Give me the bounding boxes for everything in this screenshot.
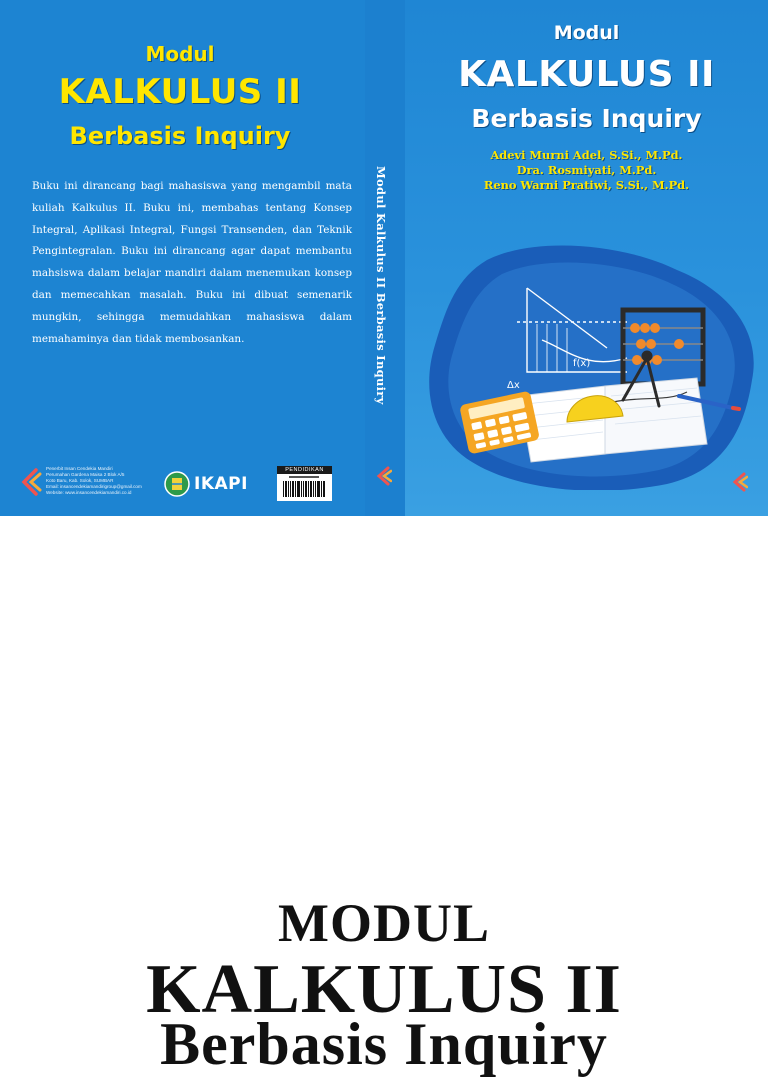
math-illustration [427, 240, 757, 490]
author-name: Adevi Murni Adel, S.Si., M.Pd. [490, 148, 683, 162]
back-title-main: KALKULUS II [58, 72, 302, 112]
author-name: Reno Warni Pratiwi, S.Si., M.Pd. [483, 178, 690, 192]
front-title-main: KALKULUS II [458, 54, 715, 95]
publisher-line: Penerbit Insan Cendekia Mandiri [46, 466, 113, 471]
back-title-small: Modul [145, 42, 215, 66]
front-cover [405, 0, 768, 516]
publisher-line: Website: www.insancendekiamandiri.co.id [46, 489, 132, 495]
spine-publisher-logo-icon [376, 466, 392, 486]
spine-title: Modul Kalkulus II Berbasis Inquiry [374, 166, 388, 405]
front-title-sub: Berbasis Inquiry [471, 104, 702, 133]
publisher-line: Email: insancendekiamandirigroup@gmail.com [46, 483, 142, 489]
front-title-small: Modul [553, 22, 620, 44]
ikapi-logo [164, 470, 260, 498]
title-page-line-kalkulus: KALKULUS II [146, 951, 622, 1028]
publisher-line: Koto Baru, Kab. Solok, SUMBAR [46, 477, 114, 483]
author-name: Dra. Rosmiyati, M.Pd. [516, 163, 657, 177]
author-list [405, 148, 768, 193]
publisher-logo-icon [20, 468, 42, 496]
back-cover [0, 0, 365, 516]
title-page-line-modul: MODUL [278, 893, 490, 953]
fx-label: f(x) [573, 358, 591, 369]
publisher-info [46, 466, 164, 496]
publisher-line: Perumahan Gardena Maisa 2 Blok A/5 [46, 471, 125, 477]
delta-label: Δx [507, 380, 520, 391]
barcode-icon [277, 474, 332, 501]
title-page-line-berbasis: Berbasis Inquiry [160, 1011, 608, 1077]
front-publisher-logo-icon [732, 472, 748, 492]
isbn-barcode [277, 466, 332, 501]
ikapi-label: IKAPI [194, 474, 248, 494]
back-blurb: Buku ini dirancang bagi mahasiswa yang mengambil mata kuliah Kalkulus II. Buku ini, membahas tentang Konsep Integral, Aplikasi Integral, Fungsi Transenden, dan Teknik Pengintegralan. Buku ini dirancang agar dapat membantu mahsiswa dalam belajar mandiri dalam menemukan konsep dan memecahkan masalah. Buku ini dibuat semenarik mungkin, sehingga memudahkan mahasiswa dalam memahaminya dan tidak membosankan. [32, 180, 352, 345]
book-cover [0, 0, 768, 516]
barcode-category: PENDIDIKAN [277, 466, 332, 474]
ikapi-emblem-icon [164, 470, 190, 498]
back-title-sub: Berbasis Inquiry [69, 122, 291, 150]
